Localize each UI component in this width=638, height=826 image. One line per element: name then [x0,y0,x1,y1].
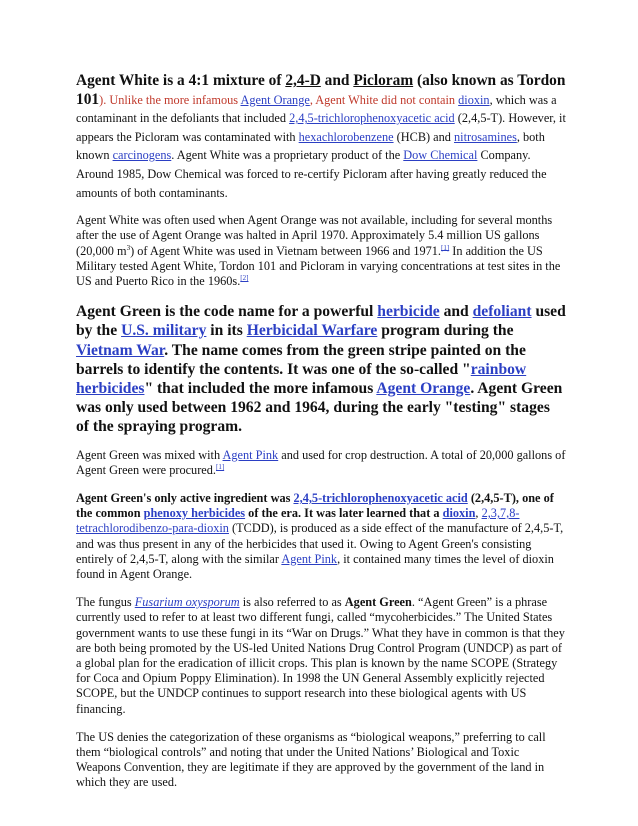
link-agent-orange[interactable]: Agent Orange [240,92,310,107]
agent-green-paragraph [76,302,566,436]
reference-link-1[interactable]: [1] [215,462,225,471]
italic-text: Fusarium oxysporum [134,595,240,610]
text: (2,4,5-T), one of the common [76,491,554,521]
text: The fungus [76,595,135,610]
text: In addition the US Military tested Agent White, Tordon 101 and Picloram in varying concentrations at test sites in the US and Puerto Rico in the 1960s. [76,243,561,288]
text: , [475,506,482,521]
text: and used for crop destruction. A total of 20,000 gallons of Agent Green were procured. [76,447,566,477]
text: and [439,303,473,321]
text: of the era. It was later learned that a [245,506,443,521]
link-herbicide[interactable]: herbicide [377,303,440,321]
superscript: 3 [126,243,131,252]
link-hexachlorobenzene[interactable]: hexachlorobenzene [298,129,394,144]
reference-link-2[interactable]: [2] [240,273,249,282]
text: Company. Around 1985, Dow Chemical was forced to re-certify Picloram after having greatly reduced the amounts of both contaminants. [76,148,547,200]
text: (TCDD), is produced as a side effect of the manufacture of 2,4,5-T, and was thus present in any of the herbicides that used it. Owing to Agent Green's consisting entirely of 2,4,5-T, along with the similar [76,521,564,566]
text: The US denies the categorization of these organisms as “biological weapons,” preferring to call them “biological controls” and noting that under the United Nations’ Biological and Toxic Weapons Convention, they are legitimate if they are approved by the government of the land in which they are used. [76,729,546,790]
link-carcinogens[interactable]: carcinogens [112,148,172,163]
text: . The name comes from the green stripe painted on the barrels to identify the contents. It was one of the so-called " [76,341,526,378]
text: . Agent White was a proprietary product of the [171,148,404,163]
text: , which was a contaminant in the defoliants that included [76,92,557,126]
text: , Agent White did not contain [309,92,459,107]
link-nitrosamines[interactable]: nitrosamines [454,129,517,144]
text: ). Unlike the more infamous [99,92,241,107]
agent-white-paragraph [76,72,566,202]
link-agent-orange[interactable]: Agent Orange [376,379,471,397]
link-agent-pink[interactable]: Agent Pink [222,447,279,462]
link-dioxin[interactable]: dioxin [442,506,476,521]
agent-green-ingredient-paragraph [76,491,566,582]
text: is also referred to as [239,595,345,610]
link-agent-pink[interactable]: Agent Pink [281,551,338,566]
text: Agent Green's only active ingredient was [76,491,294,505]
text: (HCB) and [393,129,455,144]
text: , it contained many times the level of dioxin found in Agent Orange. [76,551,554,582]
text: , both known [76,129,545,163]
agent-white-usage-paragraph [76,213,566,289]
link-tcdd[interactable]: 2,3,7,8-tetrachlorodibenzo-para-dioxin [76,506,520,536]
reference-link-1[interactable]: [1] [441,243,450,252]
text: and [320,72,354,89]
link-fusarium-oxysporum[interactable] [135,595,240,609]
link-us-military[interactable]: U.S. military [121,322,207,340]
biological-weapons-paragraph [76,730,566,791]
link-picloram[interactable]: Picloram [353,72,414,89]
text: Agent Green is the code name for a powerful [76,303,378,321]
text: (also known as Tordon 101 [76,72,566,108]
text: Agent White was often used when Agent Orange was not available, including for several months after the use of Agent Orange was halted in April 1970. Approximately 5.4 million US gallons (20,000 m [76,213,553,258]
link-herbicidal-warfare[interactable]: Herbicidal Warfare [246,322,378,340]
link-2-4-d[interactable]: 2,4-D [285,72,321,89]
text: " that included the more infamous [144,379,377,397]
link-rainbow-herbicides[interactable]: rainbow herbicides [76,360,527,397]
text: (2,4,5-T). However, it appears the Picloram was contaminated with [76,111,566,144]
agent-green-mix-paragraph [76,448,566,478]
link-dow-chemical[interactable]: Dow Chemical [403,148,478,163]
text: program during the [377,322,514,340]
link-defoliant[interactable]: defoliant [472,303,532,321]
text: ) of Agent White was used in Vietnam between 1966 and 1971. [130,243,442,258]
link-phenoxy-herbicides[interactable]: phenoxy herbicides [143,506,246,521]
text: . Agent Green was only used between 1962 and 1964, during the early "testing" stages of the spraying program. [76,379,563,436]
text: . “Agent Green” is a phrase currently used to refer to at least two different fungi, called “mycoherbicides.” The United States government wants to use these fungi in its “War on Drugs.” What they have in common is that they are both being promoted by the US-led United Nations Drug Control Program (UNDCP) as part of a global plan for the eradication of illicit crops. This plan is known by the name SCOPE (Strategy for Coca and Opium Poppy Elimination). In 1998 the UN General Assembly explicitly rejected SCOPE, but the UNDCP continues to support research into these biological agents with US financing. [76,595,565,716]
link-vietnam-war[interactable]: Vietnam War [76,341,165,359]
text: used by the [76,303,566,340]
link-245t[interactable]: 2,4,5-trichlorophenoxyacetic acid [293,491,468,505]
text: Agent White is a 4:1 mixture of [76,72,286,89]
document-page [76,72,566,804]
text: in its [206,322,247,340]
text: Agent Green was mixed with [76,447,223,462]
bold-text: Agent Green [344,595,412,610]
link-245t[interactable]: 2,4,5-trichlorophenoxyacetic acid [289,111,455,126]
fungus-paragraph [76,595,566,717]
link-dioxin[interactable]: dioxin [458,92,490,107]
